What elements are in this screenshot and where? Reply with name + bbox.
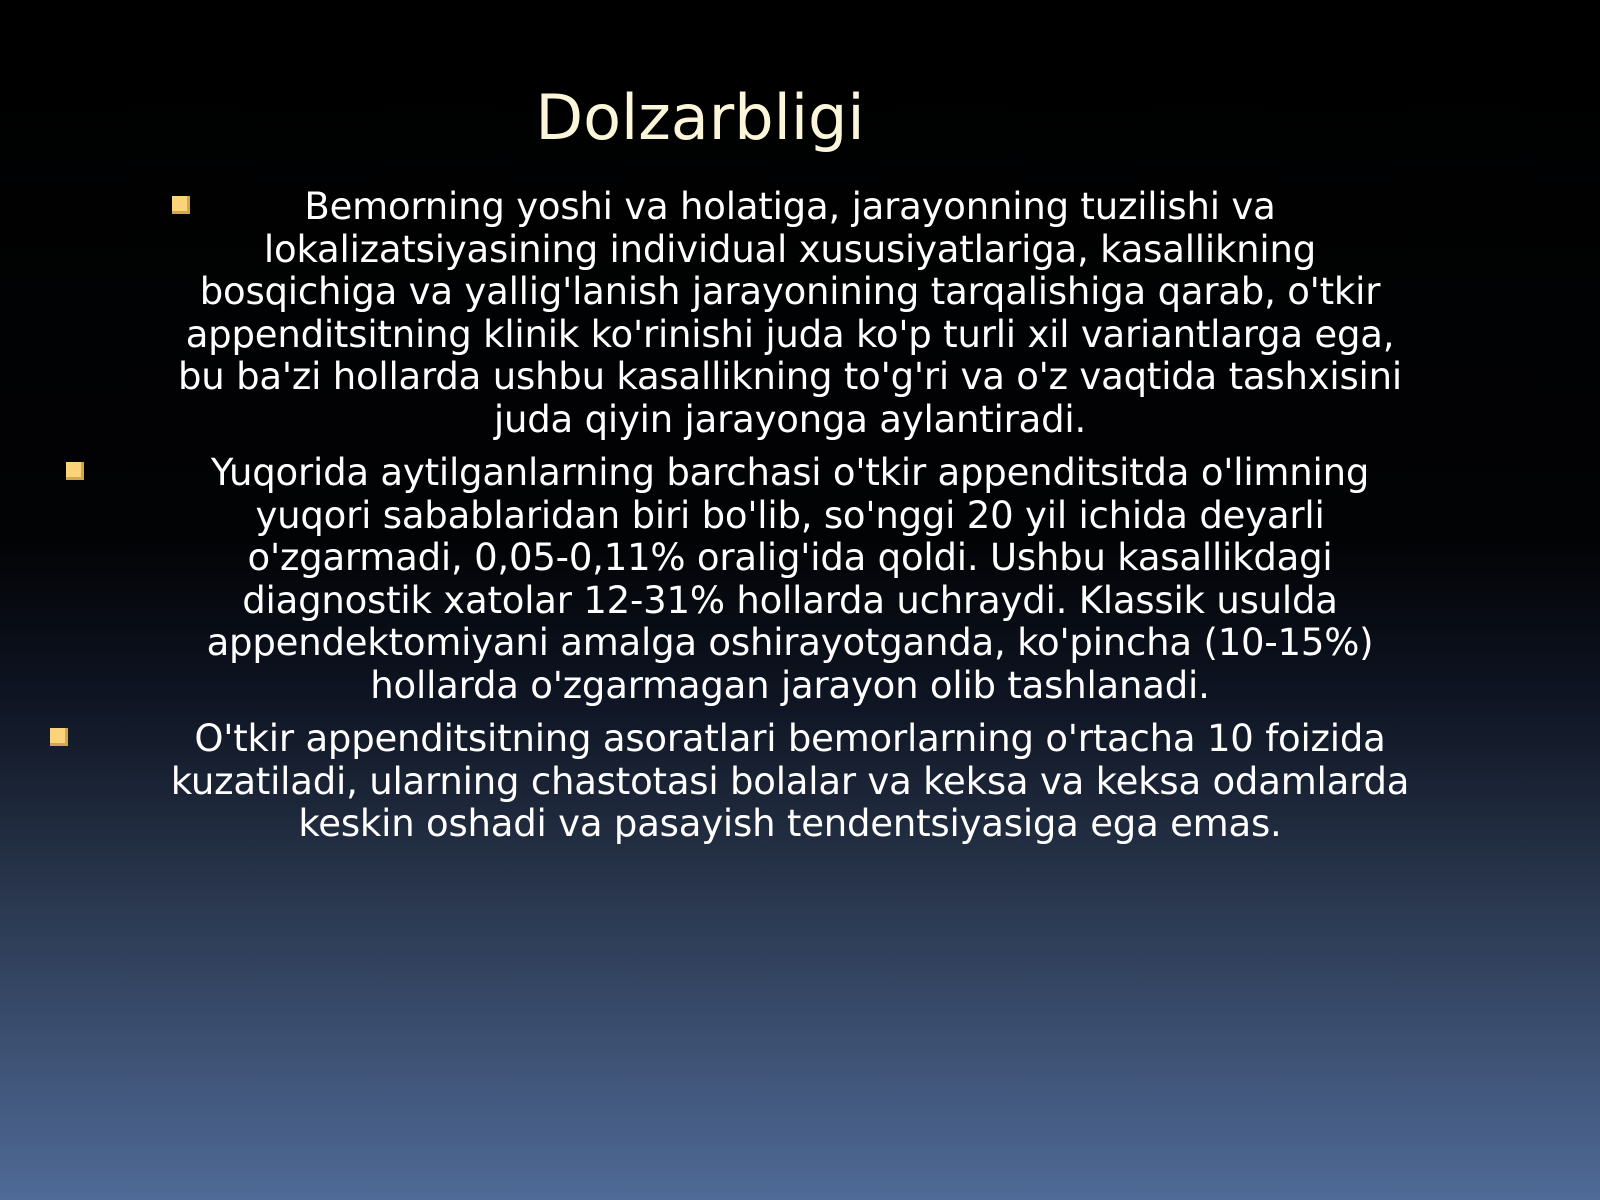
square-bullet-icon [172, 196, 190, 214]
bullet-item [40, 452, 1540, 707]
bullet-list [40, 186, 1540, 857]
slide-title: Dolzarbligi [535, 81, 865, 154]
bullet-text: Yuqorida aytilganlarning barchasi o'tkir appenditsitda o'limning yuqori sabablaridan biri bo'lib, so'nggi 20 yil ichida deyarli o'zgarmadi, 0,05-0,11% oralig'ida qoldi. Ushbu kasallikdagi diagnostik xatolar 12-31% hollarda uchraydi. Klassik usulda appendektomiyani amalga oshirayotganda, ko'pincha (10-15%) hollarda o'zgarmagan jarayon olib tashlanadi. [206, 451, 1374, 707]
bullet-text: O'tkir appenditsitning asoratlari bemorlarning o'rtacha 10 foizida kuzatiladi, ularning chastotasi bolalar va keksa va keksa odamlarda keskin oshadi va pasayish tendentsiyasiga ega emas. [170, 717, 1410, 845]
square-bullet-icon [66, 462, 84, 480]
bullet-item [40, 718, 1540, 846]
square-bullet-icon [50, 728, 68, 746]
bullet-item [40, 186, 1540, 441]
bullet-text: Bemorning yoshi va holatiga, jarayonning tuzilishi va lokalizatsiyasining individual xususiyatlariga, kasallikning bosqichiga va yallig'lanish jarayonining tarqalishiga qarab, o'tkir appenditsitning klinik ko'rinishi juda ko'p turli xil variantlarga ega, bu ba'zi hollarda ushbu kasallikning to'g'ri va o'z vaqtida tashxisini juda qiyin jarayonga aylantiradi. [178, 185, 1402, 441]
